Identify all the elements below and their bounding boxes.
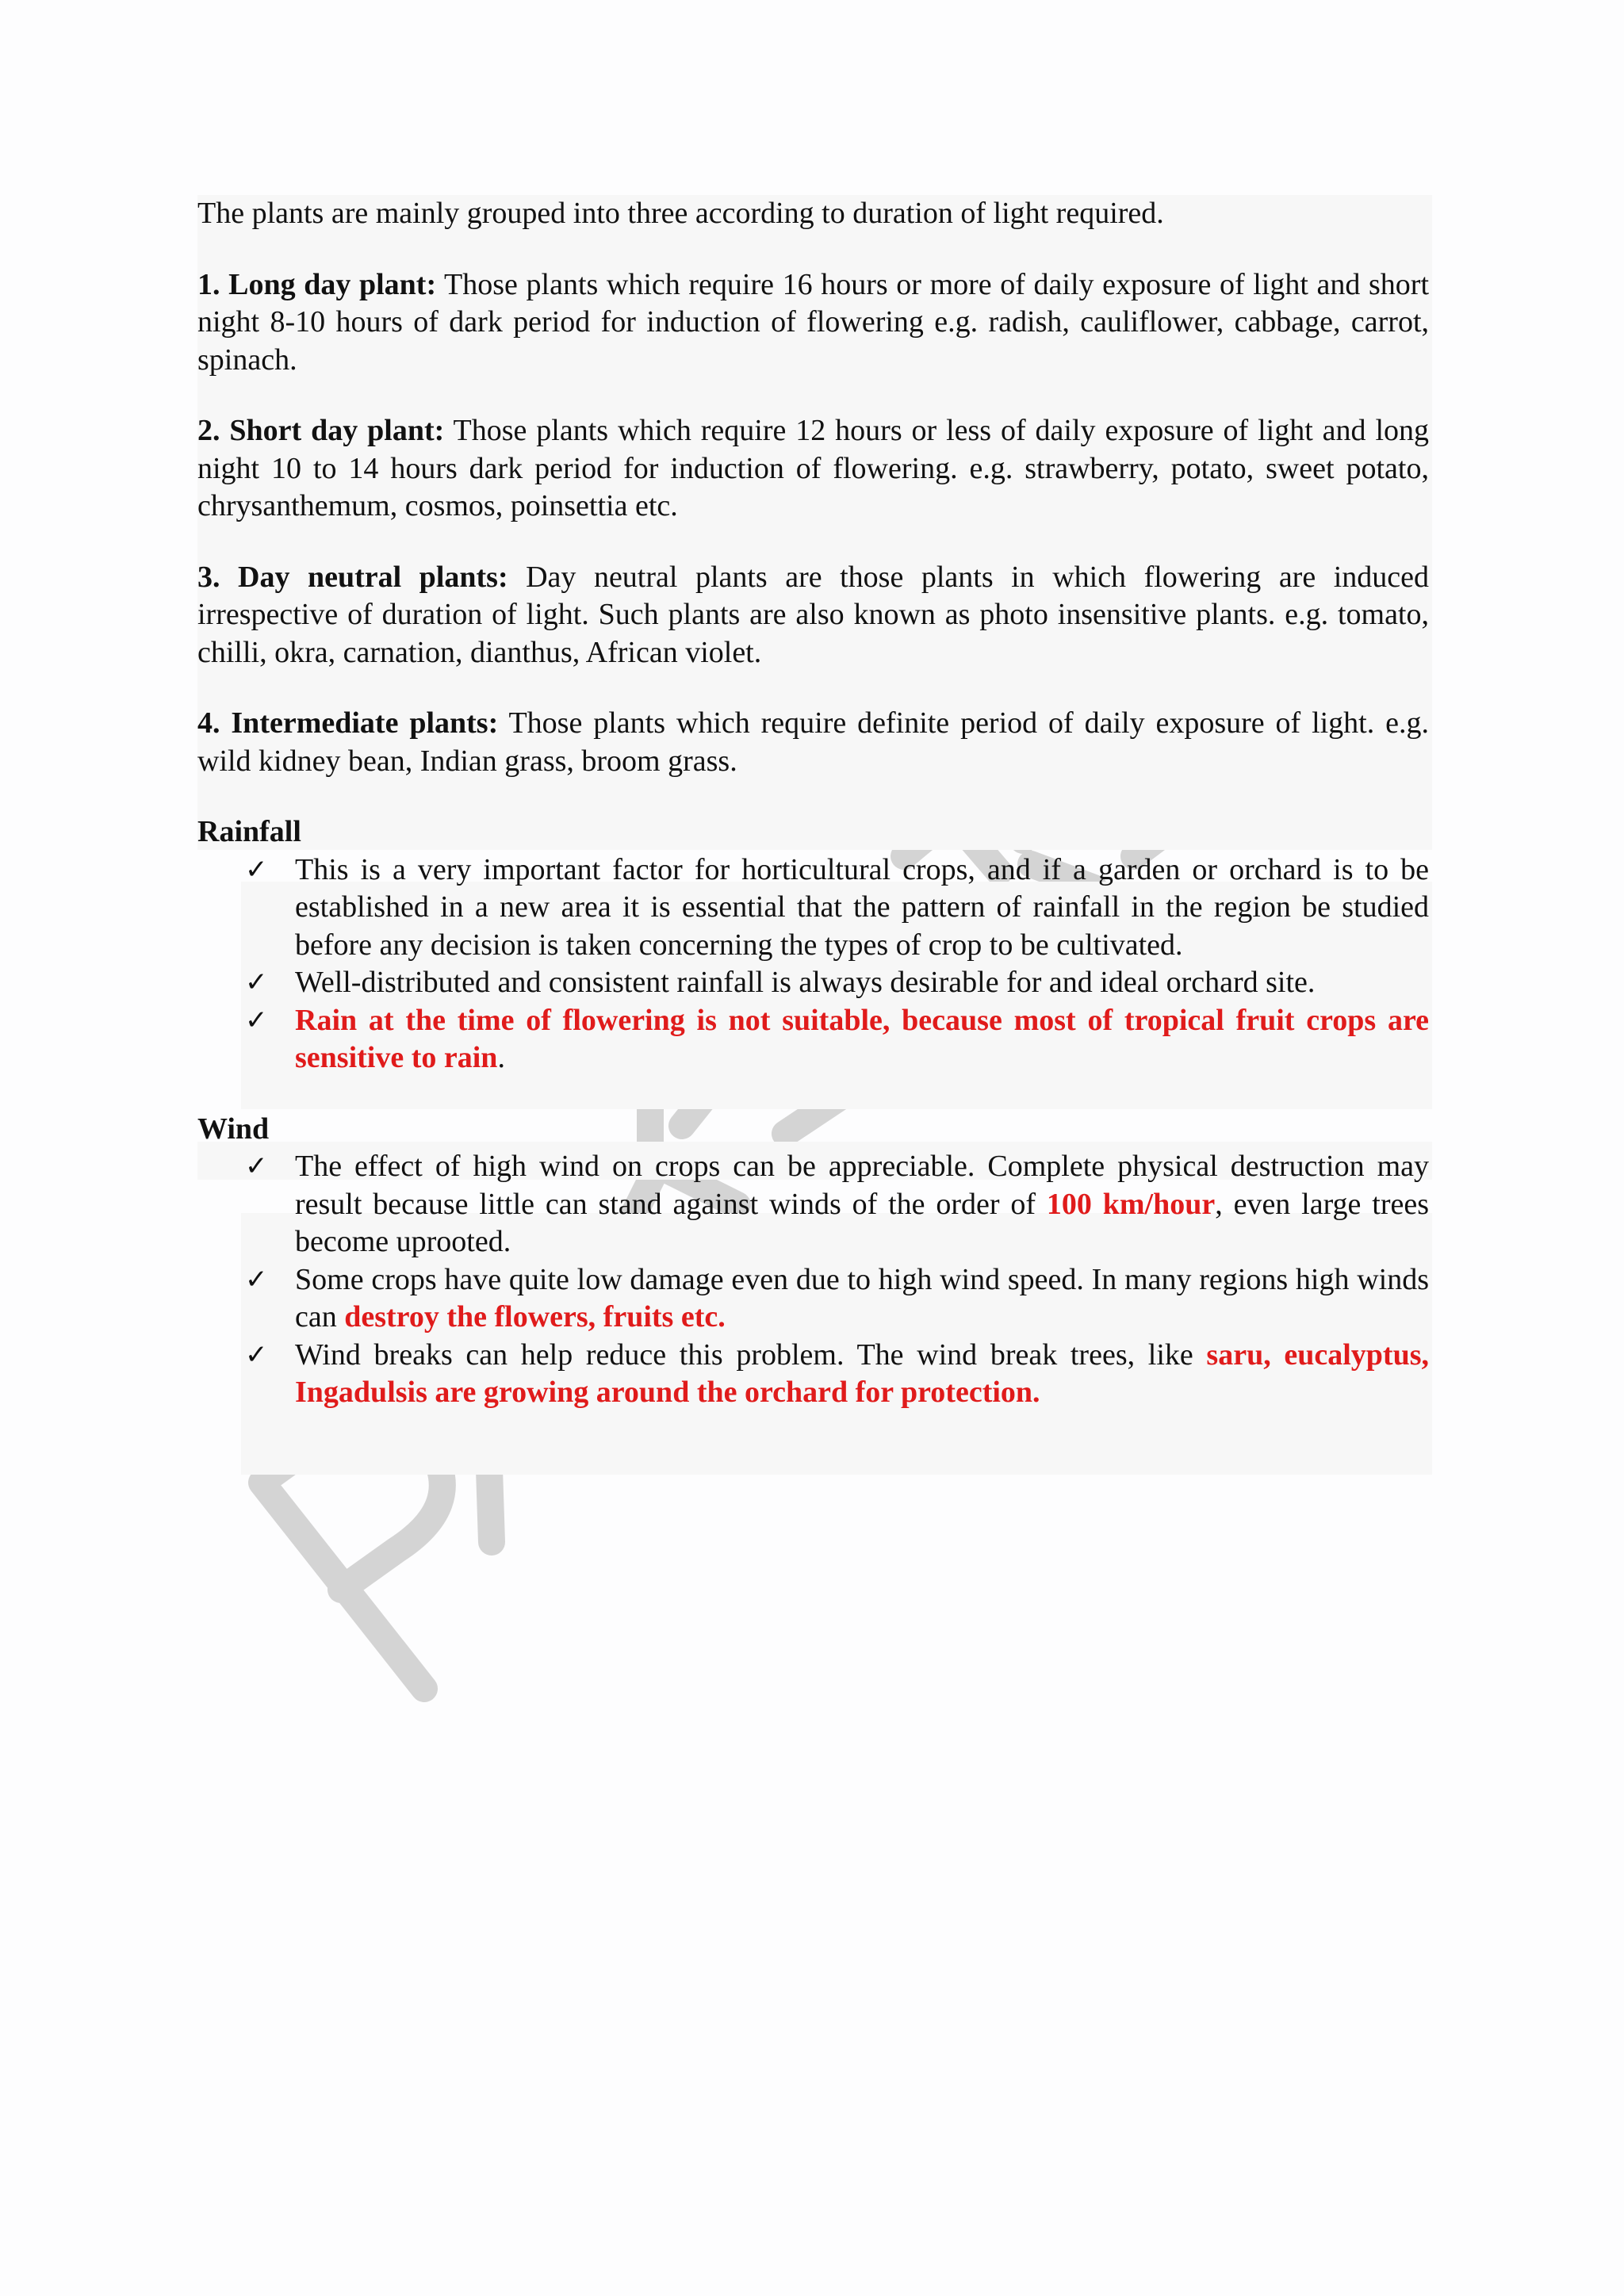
list-item-text: Wind breaks can help reduce this problem. The wind break trees, like — [295, 1337, 1207, 1372]
list-item-text: The effect of high wind on crops can be appreciable. Complete physical destruction may result because little can stand against winds of the order of — [295, 1150, 1429, 1221]
intro-paragraph: The plants are mainly grouped into three according to duration of light required. — [197, 197, 1164, 230]
checkmark-icon: ✓ — [245, 1150, 268, 1182]
highlighted-text: saru, eucalyptus, Ingadulsis are growing around the orchard for protection. — [295, 1337, 1430, 1409]
definition-term: 1. Long day plant: — [197, 267, 437, 301]
list-item — [245, 851, 1429, 965]
definition-term: 4. Intermediate plants: — [197, 706, 499, 740]
list-item-text: This is a very important factor for horticultural crops, and if a garden or orchard is to be established in a new area it is essential that the pattern of rainfall in the region be studied before any decision is taken concerning the types of crop to be cultivated. — [295, 852, 1429, 962]
list-item — [245, 1337, 1430, 1412]
wind-list — [197, 1148, 1429, 1412]
checkmark-icon: ✓ — [245, 966, 268, 998]
highlighted-text: 100 km/hour — [1046, 1187, 1216, 1221]
list-item-text: Well-distributed and consistent rainfall is always desirable for and ideal orchard site. — [295, 966, 1316, 999]
definition-text: Those plants which require definite period of daily exposure of light. e.g. wild kidney bean, Indian grass, broom grass. — [197, 706, 1429, 778]
list-item — [245, 964, 1429, 1002]
definition-text: Those plants which require 16 hours or more of daily exposure of light and short night 8-10 hours of dark period for induction of flowering e.g. radish, cauliflower, cabbage, carrot, spinach. — [197, 267, 1429, 377]
rainfall-heading: Rainfall — [197, 815, 301, 848]
checkmark-icon: ✓ — [245, 1263, 268, 1295]
list-item-text: . — [497, 1041, 505, 1074]
definition-text: Those plants which require 12 hours or less of daily exposure of light and long night 10 to 14 hours dark period for induction of flowering. e.g. strawberry, potato, sweet potato, chrysanthemum, cosmos, poinsettia etc. — [197, 414, 1430, 522]
checkmark-icon: ✓ — [245, 1338, 268, 1371]
list-item — [245, 1261, 1429, 1337]
definition-long-day — [197, 266, 1429, 380]
wind-heading: Wind — [197, 1112, 270, 1146]
definition-text: Day neutral plants are those plants in which flowering are induced irrespective of duration of light. Such plants are also known as photo insensitive plants. e.g. tomato, chilli, okra, carnation, dianthus, African violet. — [197, 560, 1430, 669]
checkmark-icon: ✓ — [245, 853, 268, 886]
highlighted-text: destroy the flowers, fruits etc. — [344, 1300, 726, 1334]
checkmark-icon: ✓ — [245, 1004, 268, 1036]
list-item — [245, 1148, 1429, 1261]
definition-short-day — [197, 412, 1429, 526]
definition-term: 3. Day neutral plants: — [197, 560, 508, 594]
definition-day-neutral — [197, 559, 1429, 672]
definition-intermediate — [197, 705, 1429, 780]
list-item-text: , even large trees become uprooted. — [295, 1187, 1429, 1258]
list-item-text: Some crops have quite low damage even due to high wind speed. In many regions high winds can — [295, 1262, 1429, 1334]
highlighted-text: Rain at the time of flowering is not suitable, because most of tropical fruit crops are sensitive to rain — [295, 1003, 1429, 1074]
document-body — [197, 195, 1429, 1445]
list-item — [245, 1002, 1429, 1077]
definition-term: 2. Short day plant: — [197, 414, 445, 447]
rainfall-list — [197, 851, 1429, 1077]
